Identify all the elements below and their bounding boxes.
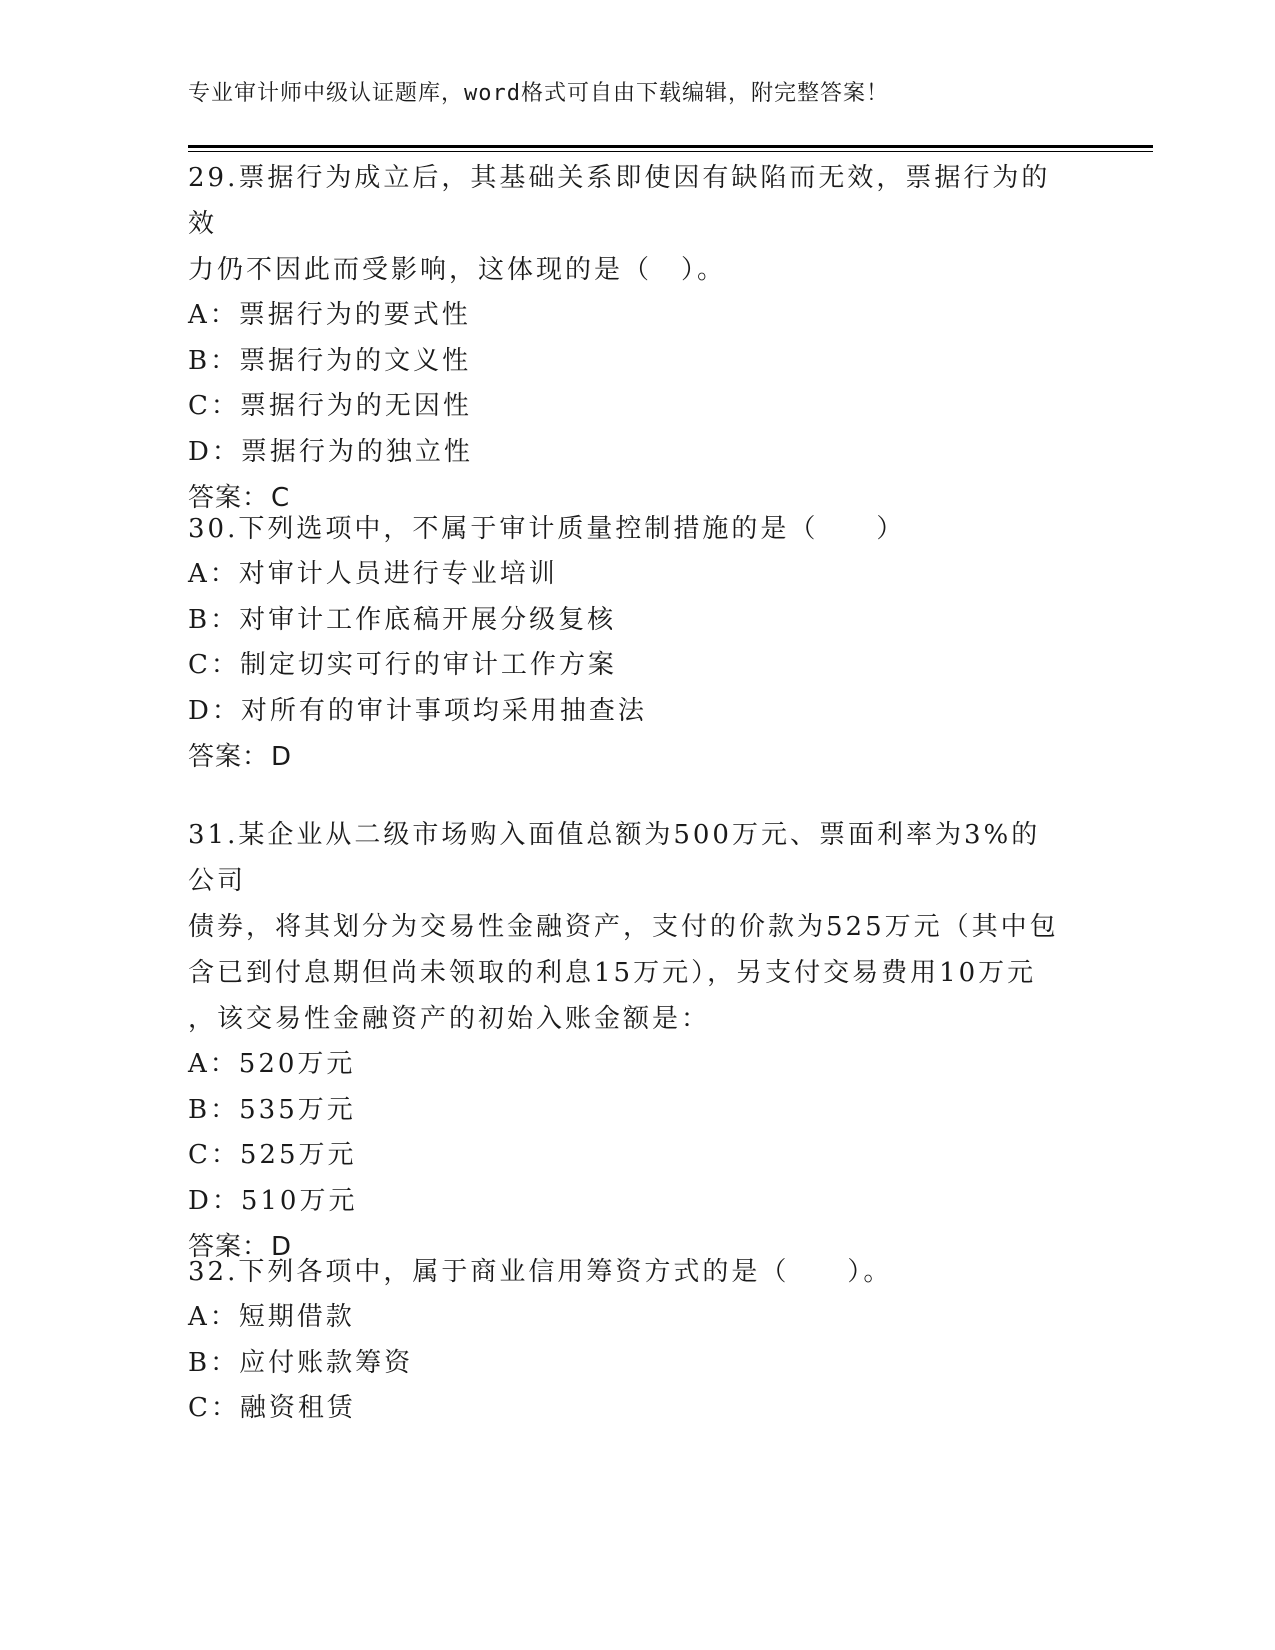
answer-label: 答案：: [188, 483, 270, 513]
option-c: C：制定切实可行的审计工作方案: [188, 650, 617, 680]
question-29: [188, 155, 1068, 521]
answer-value: D: [271, 742, 293, 772]
option-d: D：票据行为的独立性: [188, 436, 473, 467]
answer-label: 答案：: [188, 742, 270, 772]
option-d: D：对所有的审计事项均采用抽查法: [188, 695, 647, 726]
option-b: B：应付账款筹资: [188, 1347, 414, 1378]
question-30: [188, 506, 1068, 780]
header-divider-thin: [188, 151, 1153, 152]
option-d: D：510万元: [188, 1185, 358, 1216]
option-c: C：融资租赁: [188, 1393, 356, 1423]
option-a: A：票据行为的要式性: [188, 300, 471, 330]
option-a: A：短期借款: [188, 1302, 355, 1332]
question-stem-line: 32.下列各项中，属于商业信用筹资方式的是（ ）。: [188, 1257, 893, 1287]
question-stem-line: 力仍不因此而受影响，这体现的是（ ）。: [188, 255, 727, 285]
question-stem-line: 31.某企业从二级市场购入面值总额为500万元、票面利率为3%的公司: [188, 820, 1041, 896]
question-stem-line: 30.下列选项中，不属于审计质量控制措施的是（ ）: [188, 514, 906, 544]
question-31: [188, 812, 1068, 1270]
document-header: 专业审计师中级认证题库，word格式可自由下载编辑，附完整答案！: [188, 81, 889, 106]
option-a: A：对审计人员进行专业培训: [188, 559, 558, 589]
question-32: [188, 1249, 1068, 1432]
answer-value: D: [271, 1232, 293, 1262]
header-divider-thick: [188, 145, 1153, 148]
option-b: B：535万元: [188, 1094, 356, 1125]
question-stem-line: 含已到付息期但尚未领取的利息15万元），另支付交易费用10万元: [188, 958, 1037, 988]
option-c: C：525万元: [188, 1140, 357, 1170]
option-b: B：票据行为的文义性: [188, 345, 472, 376]
question-stem-line: 29.票据行为成立后，其基础关系即使因有缺陷而无效，票据行为的效: [188, 163, 1051, 239]
option-a: A：520万元: [188, 1049, 356, 1079]
answer-value: C: [271, 483, 291, 513]
question-stem-line: 债券，将其划分为交易性金融资产，支付的价款为525万元（其中包: [188, 912, 1059, 942]
answer-label: 答案：: [188, 1232, 270, 1262]
answer-line: [188, 734, 1068, 780]
question-stem-line: ，该交易性金融资产的初始入账金额是：: [188, 1004, 711, 1034]
option-c: C：票据行为的无因性: [188, 391, 472, 421]
option-b: B：对审计工作底稿开展分级复核: [188, 604, 617, 635]
